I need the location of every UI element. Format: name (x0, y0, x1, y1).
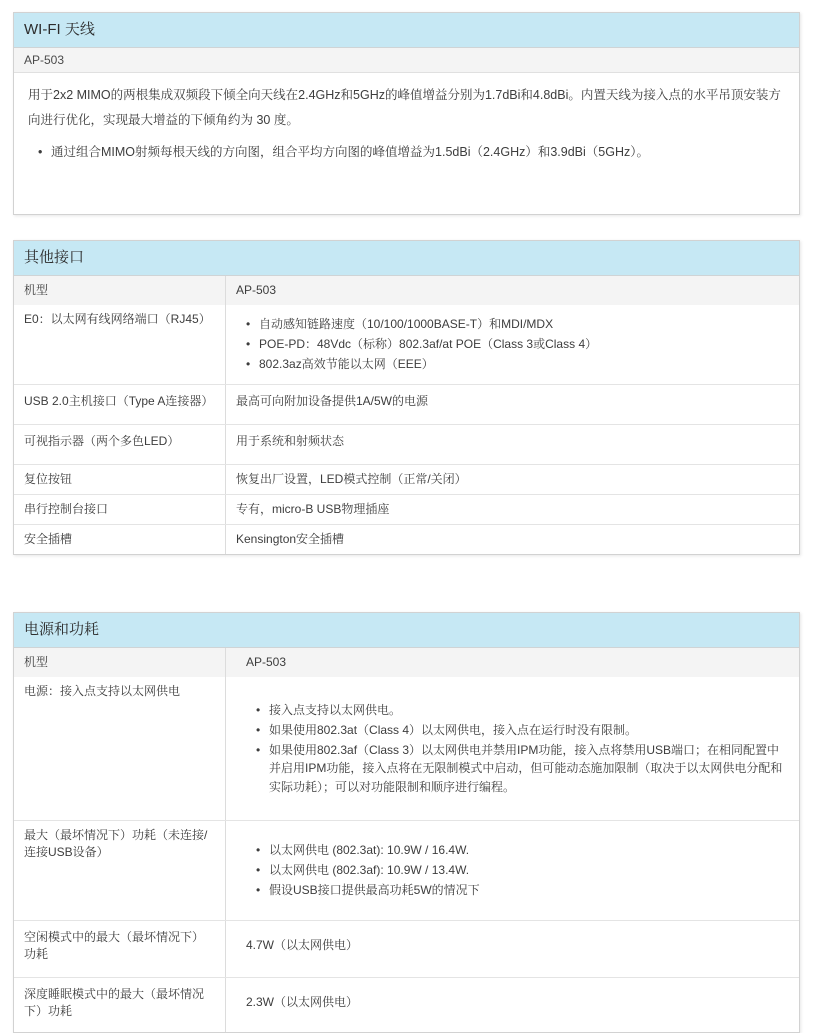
bullet-item: • 802.3az高效节能以太网（EEE） (246, 355, 789, 374)
spec-value (226, 821, 800, 921)
bullet-item: • 以太网供电 (802.3af): 10.9W / 13.4W. (256, 861, 789, 880)
section-body (14, 73, 799, 214)
model-value: AP-503 (226, 276, 800, 305)
table-model-row (14, 276, 799, 305)
section-title-other-interfaces: 其他接口 (14, 241, 799, 276)
spec-value: 专有，micro-B USB物理插座 (226, 494, 800, 524)
spec-label: 电源：接入点支持以太网供电 (14, 677, 226, 821)
bullet-item: • 接入点支持以太网供电。 (256, 701, 789, 720)
table-row (14, 305, 799, 384)
spec-label: 深度睡眠模式中的最大（最坏情况下）功耗 (14, 977, 226, 1032)
table-row (14, 384, 799, 424)
section-other-interfaces (13, 240, 800, 555)
spec-label: 安全插槽 (14, 524, 226, 554)
section-title-power-consumption: 电源和功耗 (14, 613, 799, 648)
table-row (14, 524, 799, 554)
table-row (14, 977, 799, 1032)
spec-label: 复位按钮 (14, 464, 226, 494)
spec-value: 恢复出厂设置，LED模式控制（正常/关闭） (226, 464, 800, 494)
model-label: 机型 (14, 276, 226, 305)
spec-label: 最大（最坏情况下）功耗（未连接/连接USB设备） (14, 821, 226, 921)
model-value: AP-503 (226, 648, 800, 677)
bullet-item: • POE-PD：48Vdc（标称）802.3af/at POE（Class 3或Class 4） (246, 335, 789, 354)
spec-label: 可视指示器（两个多色LED） (14, 424, 226, 464)
spec-label: USB 2.0主机接口（Type A连接器） (14, 384, 226, 424)
bullet-item: • 如果使用802.3at（Class 4）以太网供电，接入点在运行时没有限制。 (256, 721, 789, 740)
spec-value (226, 305, 800, 384)
spec-value: 2.3W（以太网供电） (246, 995, 359, 1009)
spec-value: Kensington安全插槽 (236, 531, 345, 546)
spec-label: E0：以太网有线网络端口（RJ45） (14, 305, 226, 384)
table-row (14, 677, 799, 821)
section-power-consumption (13, 612, 800, 1033)
section-title-wifi-antenna: WI-FI 天线 (14, 13, 799, 48)
datasheet-page (0, 12, 814, 1033)
bullet-item: • 以太网供电 (802.3at): 10.9W / 16.4W. (256, 841, 789, 860)
bullet-item: • 假设USB接口提供最高功耗5W的情况下 (256, 881, 789, 900)
table-row (14, 494, 799, 524)
bullet-item: • 如果使用802.3af（Class 3）以太网供电并禁用IPM功能，接入点将禁用USB端口；在相同配置中并启用IPM功能，接入点将在无限制模式中启动，但可能动态施加限制（取决于以太网供电分配和实际功耗）；可以对功能限制和顺序进行编程。 (256, 741, 789, 797)
spec-table (14, 276, 799, 554)
table-row (14, 464, 799, 494)
bullet-list (246, 841, 789, 900)
table-row (14, 821, 799, 921)
spec-value: 最高可向附加设备提供1A/5W的电源 (226, 384, 800, 424)
model-subheader: AP-503 (14, 48, 799, 73)
bullet-list (246, 701, 789, 797)
table-model-row (14, 648, 799, 677)
bullet-item: • 通过组合MIMO射频每根天线的方向图，组合平均方向图的峰值增益为1.5dBi（2.4GHz）和3.9dBi（5GHz）。 (38, 143, 785, 162)
spec-table (14, 648, 799, 1032)
spec-label: 串行控制台接口 (14, 494, 226, 524)
spec-value (226, 677, 800, 821)
bullet-list (236, 315, 789, 374)
antenna-description: 用于2x2 MIMO的两根集成双频段下倾全向天线在2.4GHz和5GHz的峰值增益分别为1.7dBi和4.8dBi。内置天线为接入点的水平吊顶安装方向进行优化，实现最大增益的下倾角约为 30 度。 (28, 88, 781, 127)
spec-value: 用于系统和射频状态 (226, 424, 800, 464)
table-row (14, 424, 799, 464)
spec-label: 空闲模式中的最大（最坏情况下）功耗 (14, 920, 226, 977)
bullet-list (28, 143, 785, 162)
table-row (14, 920, 799, 977)
spec-value: 4.7W（以太网供电） (226, 920, 800, 977)
bullet-item: • 自动感知链路速度（10/100/1000BASE-T）和MDI/MDX (246, 315, 789, 334)
section-wifi-antenna (13, 12, 800, 215)
model-label: 机型 (14, 648, 226, 677)
